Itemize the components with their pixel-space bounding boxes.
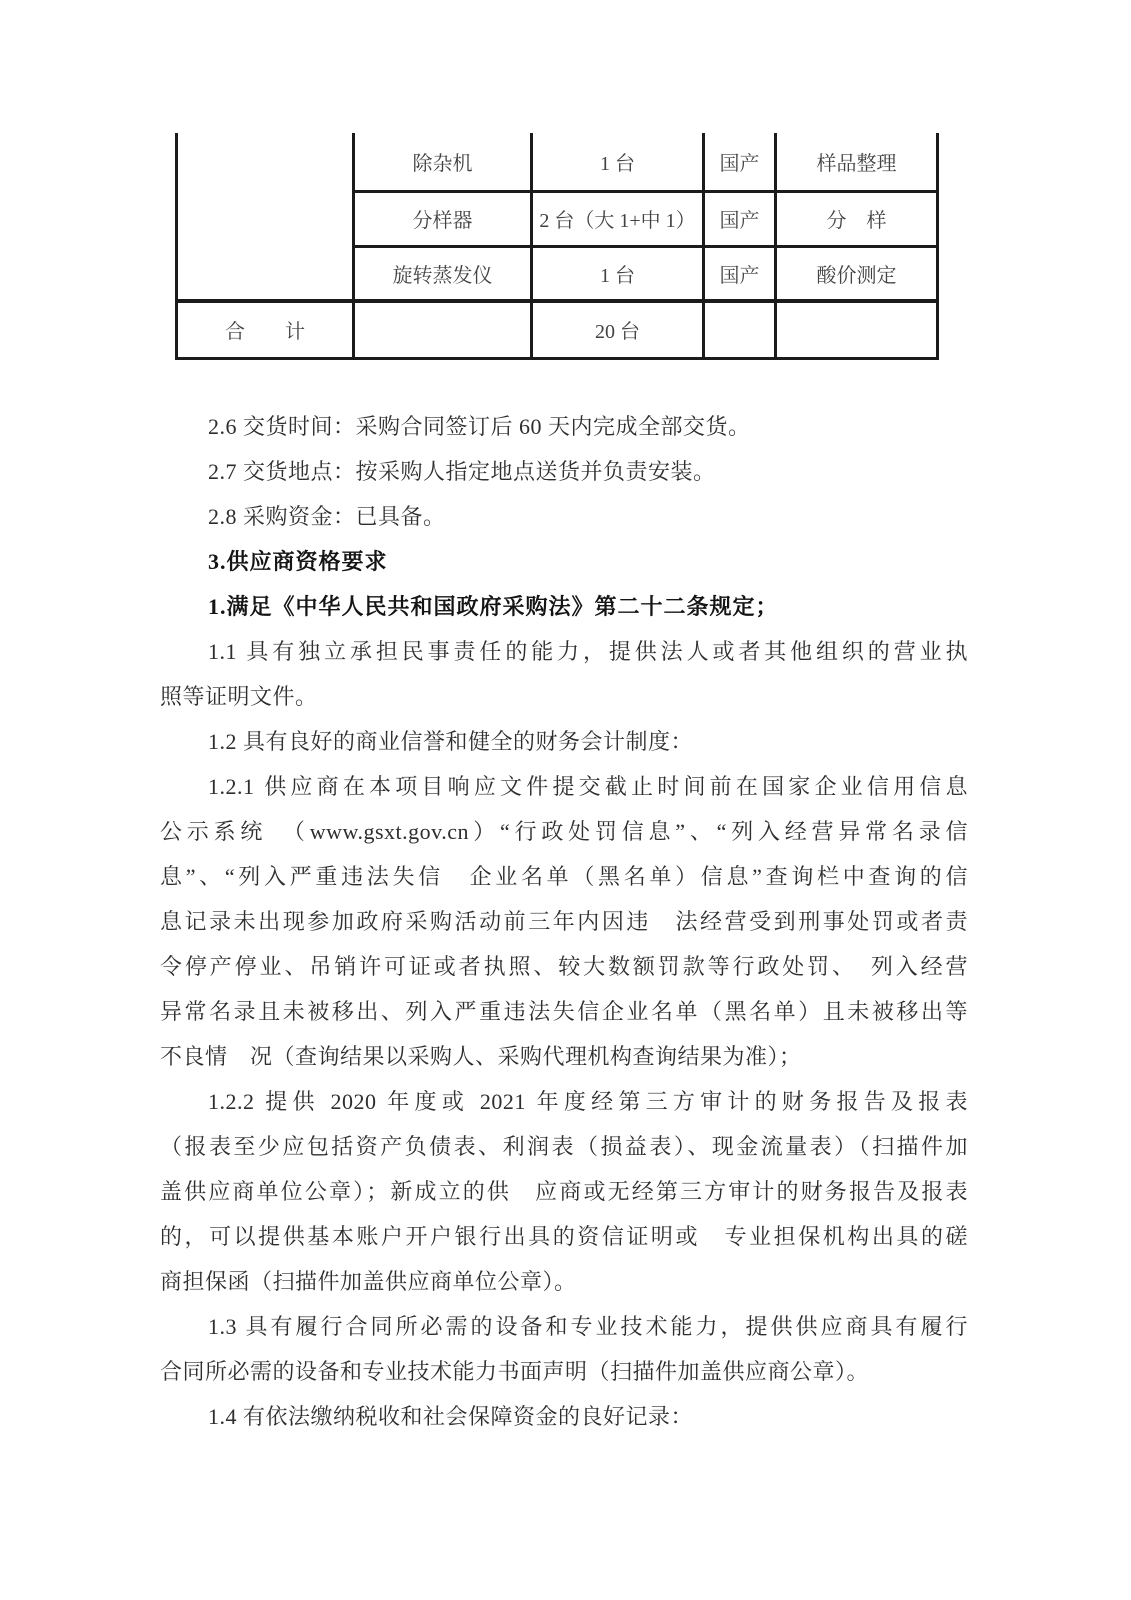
quantity-cell: 1 台 — [532, 133, 704, 191]
quantity-cell: 1 台 — [532, 246, 704, 301]
total-quantity-cell: 20 台 — [532, 301, 704, 358]
empty-cell — [704, 301, 776, 358]
clause-2-6: 2.6 交货时间：采购合同签订后 60 天内完成全部交货。 — [208, 414, 751, 439]
equipment-name-cell: 旋转蒸发仪 — [354, 246, 532, 301]
equipment-name-cell: 除杂机 — [354, 133, 532, 191]
clause-1-2-1-line-1: 1.2.1 供应商在本项目响应文件提交截止时间前在国家企业信用信息 — [208, 774, 968, 799]
use-cell: 酸价测定 — [776, 246, 938, 301]
clause-1-2-1-line-3: 息”、“列入严重违法失信 企业名单（黑名单）信息”查询栏中查询的信 — [160, 864, 968, 889]
clause-1-1-line-2: 照等证明文件。 — [160, 684, 318, 709]
body-text — [160, 404, 968, 1439]
clause-1-2-1-line-2: 公示系统 （www.gsxt.gov.cn）“行政处罚信息”、“列入经营异常名录信 — [160, 819, 968, 844]
clause-1-2-1-line-6: 异常名录且未被移出、列入严重违法失信企业名单（黑名单）且未被移出等 — [160, 999, 968, 1024]
equipment-name-cell: 分样器 — [354, 191, 532, 246]
origin-cell: 国产 — [704, 133, 776, 191]
clause-1-2-1-line-4: 息记录未出现参加政府采购活动前三年内因违 法经营受到刑事处罚或者责 — [160, 909, 968, 934]
clause-2-8: 2.8 采购资金：已具备。 — [208, 504, 446, 529]
section-heading-3: 3.供应商资格要求 — [208, 549, 388, 574]
empty-cell — [776, 301, 938, 358]
clause-1-2-2-line-1: 1.2.2 提供 2020 年度或 2021 年度经第三方审计的财务报告及报表 — [208, 1089, 968, 1114]
clause-1-1-line-1: 1.1 具有独立承担民事责任的能力，提供法人或者其他组织的营业执 — [208, 639, 968, 664]
category-cell-empty — [177, 133, 354, 301]
procurement-equipment-table — [175, 133, 939, 360]
quantity-cell: 2 台（大 1+中 1） — [532, 191, 704, 246]
clause-2-7: 2.7 交货地点：按采购人指定地点送货并负责安装。 — [208, 459, 716, 484]
clause-1-2: 1.2 具有良好的商业信誉和健全的财务会计制度： — [208, 729, 694, 754]
clause-1-2-2-line-4: 的，可以提供基本账户开户银行出具的资信证明或 专业担保机构出具的磋 — [160, 1224, 968, 1249]
clause-1-3-line-2: 合同所必需的设备和专业技术能力书面声明（扫描件加盖供应商公章）。 — [160, 1359, 870, 1384]
clause-1-2-1-line-5: 令停产停业、吊销许可证或者执照、较大数额罚款等行政处罚、 列入经营 — [160, 954, 968, 979]
clause-1-2-2-line-3: 盖供应商单位公章）；新成立的供 应商或无经第三方审计的财务报告及报表 — [160, 1179, 968, 1204]
use-cell: 分 样 — [776, 191, 938, 246]
table-total-row — [177, 301, 938, 358]
origin-cell: 国产 — [704, 246, 776, 301]
empty-cell — [354, 301, 532, 358]
use-cell: 样品整理 — [776, 133, 938, 191]
total-label-cell: 合 计 — [177, 301, 354, 358]
clause-1-3-line-1: 1.3 具有履行合同所必需的设备和专业技术能力，提供供应商具有履行 — [208, 1314, 968, 1339]
clause-1-2-1-line-7: 不良情 况（查询结果以采购人、采购代理机构查询结果为准）； — [160, 1044, 802, 1069]
origin-cell: 国产 — [704, 191, 776, 246]
clause-1-4: 1.4 有依法缴纳税收和社会保障资金的良好记录： — [208, 1404, 694, 1429]
table-row — [177, 133, 938, 191]
subsection-heading-1: 1.满足《中华人民共和国政府采购法》第二十二条规定； — [208, 594, 779, 619]
clause-1-2-2-line-5: 商担保函（扫描件加盖供应商单位公章）。 — [160, 1269, 577, 1294]
clause-1-2-2-line-2: （报表至少应包括资产负债表、利润表（损益表）、现金流量表）（扫描件加 — [160, 1134, 968, 1159]
